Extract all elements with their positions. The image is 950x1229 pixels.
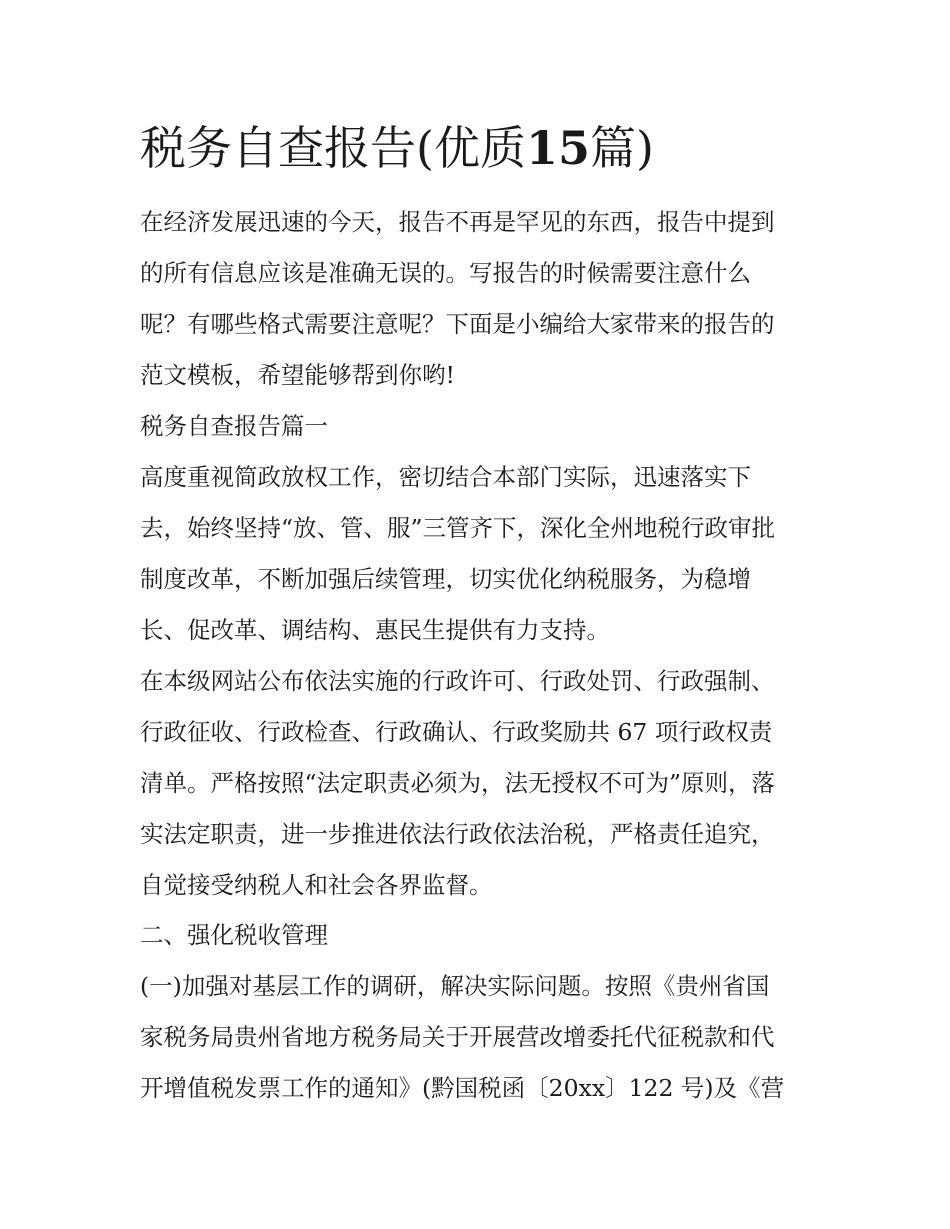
title-number: 15 (525, 121, 590, 175)
body-line: 自觉接受纳税人和社会各界监督。 (140, 871, 493, 899)
body-line: 开增值税发票工作的通知》(黔国税函〔20xx〕122 号)及《营 (140, 1074, 785, 1102)
document-title (140, 118, 654, 178)
body-line: 清单。严格按照“法定职责必须为，法无授权不可为”原则，落 (140, 769, 776, 797)
body-line: 家税务局贵州省地方税务局关于开展营改增委托代征税款和代 (140, 1023, 775, 1051)
body-line: 去，始终坚持“放、管、服”三管齐下，深化全州地税行政审批 (140, 514, 776, 542)
body-line: 在本级网站公布依法实施的行政许可、行政处罚、行政强制、 (140, 667, 775, 695)
body-line: 在经济发展迅速的今天，报告不再是罕见的东西，报告中提到 (140, 208, 775, 236)
section-heading: 二、强化税收管理 (140, 921, 328, 949)
title-main: 税务自查报告(优质 (140, 121, 526, 175)
body-line: 范文模板，希望能够帮到你哟! (140, 361, 455, 389)
body-line: 实法定职责，进一步推进依法行政依法治税，严格责任追究， (140, 820, 775, 848)
body-line: 长、促改革、调结构、惠民生提供有力支持。 (140, 616, 610, 644)
body-line: 呢？有哪些格式需要注意呢？下面是小编给大家带来的报告的 (140, 310, 775, 338)
title-tail: 篇) (589, 121, 654, 175)
body-line: 的所有信息应该是准确无误的。写报告的时候需要注意什么 (140, 259, 751, 287)
section-heading: 税务自查报告篇一 (140, 412, 328, 440)
body-line: 行政征收、行政检查、行政确认、行政奖励共 67 项行政权责 (140, 718, 773, 746)
body-line: 制度改革，不断加强后续管理，切实优化纳税服务，为稳增 (140, 565, 751, 593)
body-line: (一)加强对基层工作的调研，解决实际问题。按照《贵州省国 (140, 972, 770, 1000)
body-line: 高度重视简政放权工作，密切结合本部门实际，迅速落实下 (140, 463, 751, 491)
